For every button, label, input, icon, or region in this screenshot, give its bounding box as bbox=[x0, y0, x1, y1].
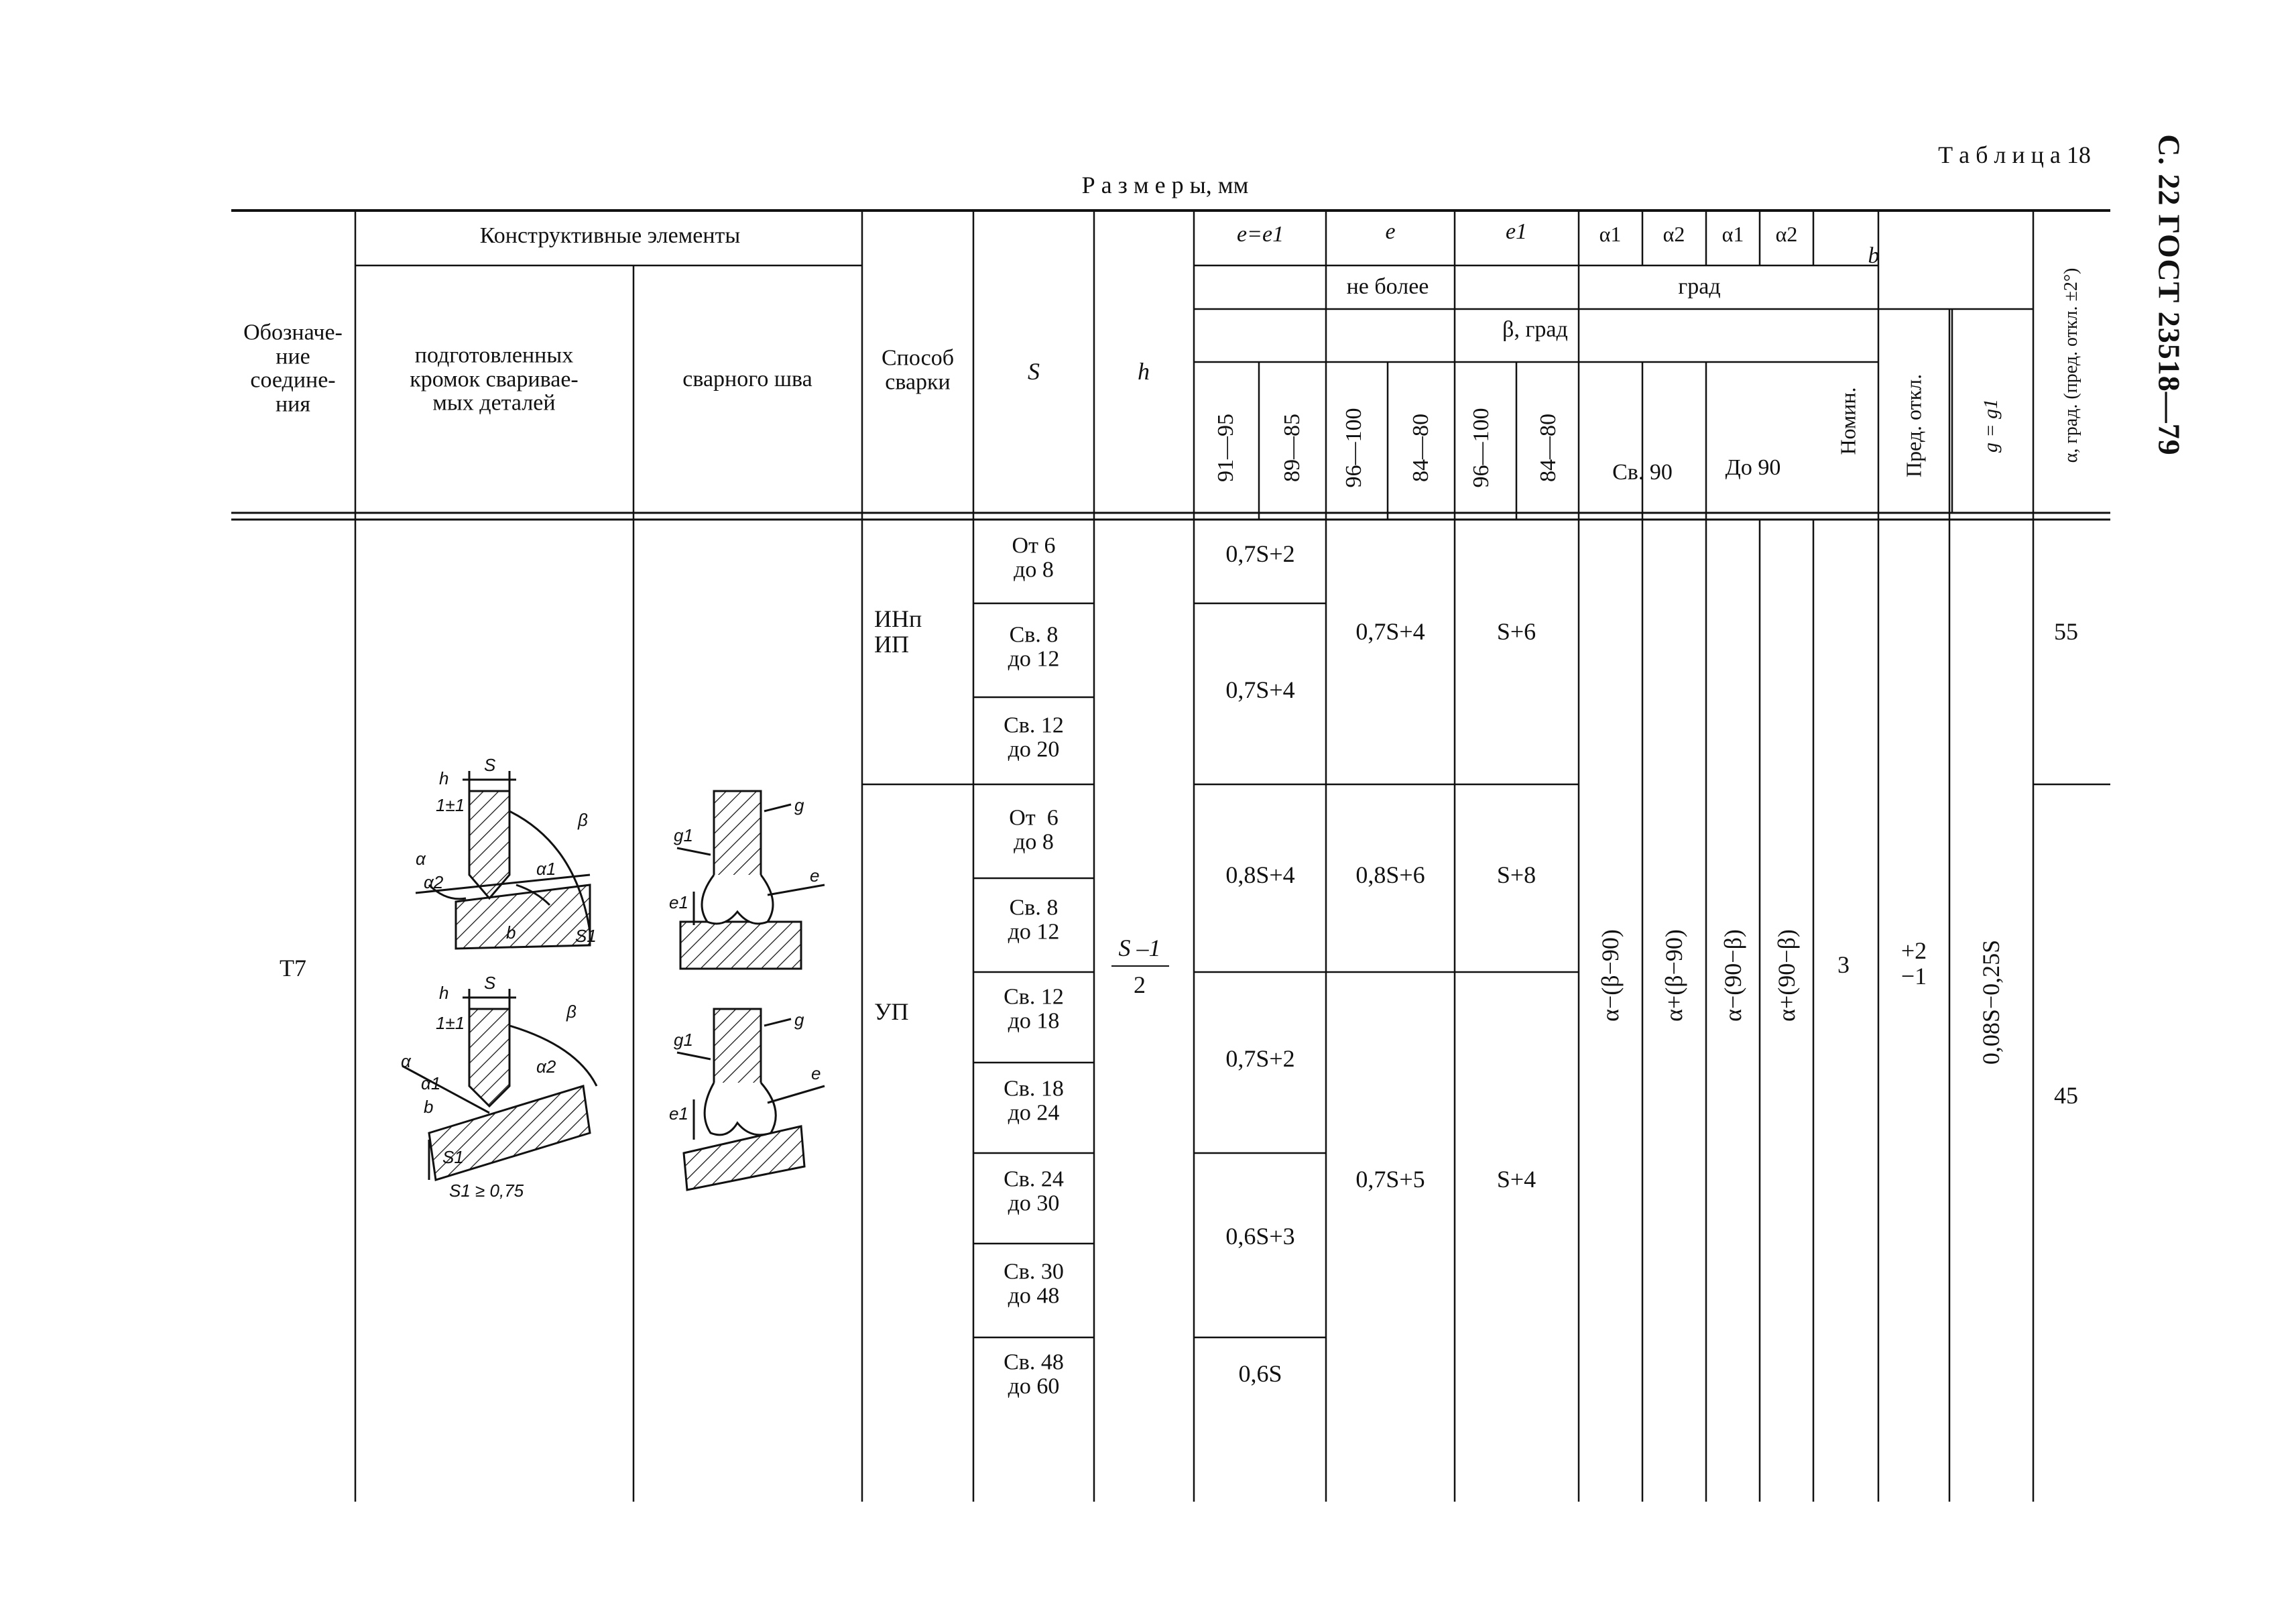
angle-formula-1: α−(β−90) bbox=[1597, 929, 1624, 1022]
lbl-b-2: b bbox=[424, 1097, 434, 1117]
e-value: 0,7S+4 bbox=[1355, 618, 1425, 646]
units-caption: Р а з м е р ы, мм bbox=[1081, 172, 1249, 199]
s-range: Св. 18 до 24 bbox=[1004, 1076, 1064, 1125]
b-nominal: 3 bbox=[1837, 951, 1850, 979]
header-prepared-edges: подготовленных кромок сваривае- мых деталей bbox=[410, 343, 579, 416]
beta-range-2: 89—85 bbox=[1280, 414, 1305, 482]
lbl-h-2: h bbox=[439, 983, 449, 1003]
angle-formula-3: α−(90−β) bbox=[1719, 929, 1746, 1022]
lbl-e-1: e bbox=[810, 865, 820, 886]
s-range: Св. 12 до 20 bbox=[1004, 713, 1064, 762]
beta-range-5: 96—100 bbox=[1469, 408, 1494, 488]
lbl-b-1: b bbox=[506, 922, 516, 943]
ee1-value: 0,6S+3 bbox=[1225, 1223, 1295, 1250]
s-range: Св. 8 до 12 bbox=[1008, 622, 1060, 671]
header-e1: e1 bbox=[1505, 219, 1528, 245]
header-method: Способ сварки bbox=[881, 345, 955, 394]
alpha-value-55: 55 bbox=[2054, 618, 2078, 646]
e-value: 0,8S+6 bbox=[1355, 861, 1425, 889]
header-weld: сварного шва bbox=[682, 367, 812, 392]
lbl-e1-2: e1 bbox=[669, 1103, 688, 1124]
header-e-e1: e=e1 bbox=[1236, 222, 1284, 247]
header-constructive: Конструктивные элементы bbox=[479, 223, 741, 249]
lbl-tol-2: 1±1 bbox=[436, 1013, 465, 1033]
lbl-g1-1: g1 bbox=[674, 825, 693, 845]
header-alpha: α, град. (пред. откл. ±2°) bbox=[2061, 267, 2081, 463]
lbl-g-2: g bbox=[794, 1010, 804, 1030]
s-range: Св. 30 до 48 bbox=[1004, 1259, 1064, 1308]
method-up: УП bbox=[874, 998, 909, 1025]
alpha-value-45: 45 bbox=[2054, 1082, 2078, 1109]
s-range: Св. 12 до 18 bbox=[1004, 984, 1064, 1033]
lbl-h-1: h bbox=[439, 768, 449, 788]
header-to-90: До 90 bbox=[1725, 455, 1781, 481]
h-numerator: S –1 bbox=[1118, 935, 1161, 962]
angle-formula-4: α+(90−β) bbox=[1773, 929, 1800, 1022]
lbl-a1-1: α1 bbox=[536, 859, 556, 879]
lbl-a2-1: α2 bbox=[424, 872, 444, 892]
header-not-more: не более bbox=[1346, 274, 1429, 300]
ee1-value: 0,8S+4 bbox=[1225, 861, 1295, 889]
header-grad: град bbox=[1678, 274, 1721, 300]
beta-range-1: 91—95 bbox=[1213, 414, 1238, 482]
g-value: 0,08S−0,25S bbox=[1978, 939, 2004, 1065]
header-alpha1-a: α1 bbox=[1599, 222, 1622, 247]
e-value: 0,7S+5 bbox=[1355, 1166, 1425, 1193]
lbl-a1-2: α1 bbox=[421, 1073, 441, 1093]
lbl-s1-note: S1 ≥ 0,75 bbox=[449, 1181, 524, 1201]
s-range: Св. 48 до 60 bbox=[1004, 1349, 1064, 1398]
header-alpha2-a: α2 bbox=[1663, 222, 1685, 247]
ee1-value: 0,7S+2 bbox=[1225, 1045, 1295, 1073]
e1-value: S+8 bbox=[1496, 861, 1536, 889]
s-range: Св. 8 до 12 bbox=[1008, 895, 1060, 944]
weld-drawing-upper bbox=[677, 791, 825, 969]
header-beta: β, град bbox=[1502, 317, 1568, 343]
lbl-alpha-1: α bbox=[416, 849, 426, 869]
ee1-value: 0,6S bbox=[1238, 1360, 1282, 1388]
e1-value: S+6 bbox=[1496, 618, 1536, 646]
header-e: e bbox=[1385, 219, 1396, 245]
header-alpha1-b: α1 bbox=[1721, 222, 1744, 247]
designation-value: Т7 bbox=[280, 955, 306, 982]
header-alpha2-b: α2 bbox=[1775, 222, 1798, 247]
lbl-s-2: S bbox=[484, 973, 496, 993]
weld-drawing-lower bbox=[677, 1009, 825, 1190]
beta-range-4: 84—80 bbox=[1408, 414, 1433, 482]
method-inp-ip: ИНп ИП bbox=[874, 605, 922, 658]
ee1-value: 0,7S+2 bbox=[1225, 540, 1295, 568]
header-g: g = g1 bbox=[1980, 398, 2002, 453]
header-over-90: Св. 90 bbox=[1612, 460, 1673, 485]
lbl-s1-2: S1 bbox=[442, 1147, 464, 1167]
header-b-nom: Номин. bbox=[1835, 387, 1860, 455]
lbl-s-1: S bbox=[484, 755, 496, 775]
lbl-alpha-2: α bbox=[401, 1051, 411, 1071]
angle-formula-2: α+(β−90) bbox=[1660, 929, 1687, 1022]
h-denominator: 2 bbox=[1134, 971, 1146, 999]
header-b-tol: Пред. откл. bbox=[1901, 373, 1926, 478]
lbl-s1-1: S1 bbox=[575, 926, 597, 946]
header-b: b bbox=[1868, 243, 1880, 269]
lbl-beta-2: β bbox=[566, 1002, 577, 1022]
header-designation: Обозначе- ние соедине- ния bbox=[243, 320, 343, 417]
lbl-beta-1: β bbox=[578, 810, 588, 830]
lbl-e-2: e bbox=[811, 1063, 821, 1083]
s-range: От 6 до 8 bbox=[1012, 533, 1056, 582]
e1-value: S+4 bbox=[1496, 1166, 1536, 1193]
lbl-a2-2: α2 bbox=[536, 1057, 556, 1077]
beta-range-3: 96—100 bbox=[1341, 408, 1366, 488]
s-range: Св. 24 до 30 bbox=[1004, 1166, 1064, 1215]
lbl-g-1: g bbox=[794, 795, 804, 815]
table-label: Т а б л и ц а 18 bbox=[1938, 141, 2091, 169]
header-h: h bbox=[1138, 358, 1150, 385]
ee1-value: 0,7S+4 bbox=[1225, 676, 1295, 704]
page-header: С. 22 ГОСТ 23518—79 bbox=[2152, 134, 2187, 456]
s-range: От 6 до 8 bbox=[1009, 805, 1059, 854]
b-tolerance: +2 −1 bbox=[1900, 937, 1927, 989]
lbl-tol-1: 1±1 bbox=[436, 795, 465, 815]
lbl-e1-1: e1 bbox=[669, 892, 688, 912]
lbl-g1-2: g1 bbox=[674, 1030, 693, 1050]
header-s: S bbox=[1028, 358, 1040, 385]
beta-range-6: 84—80 bbox=[1536, 414, 1561, 482]
